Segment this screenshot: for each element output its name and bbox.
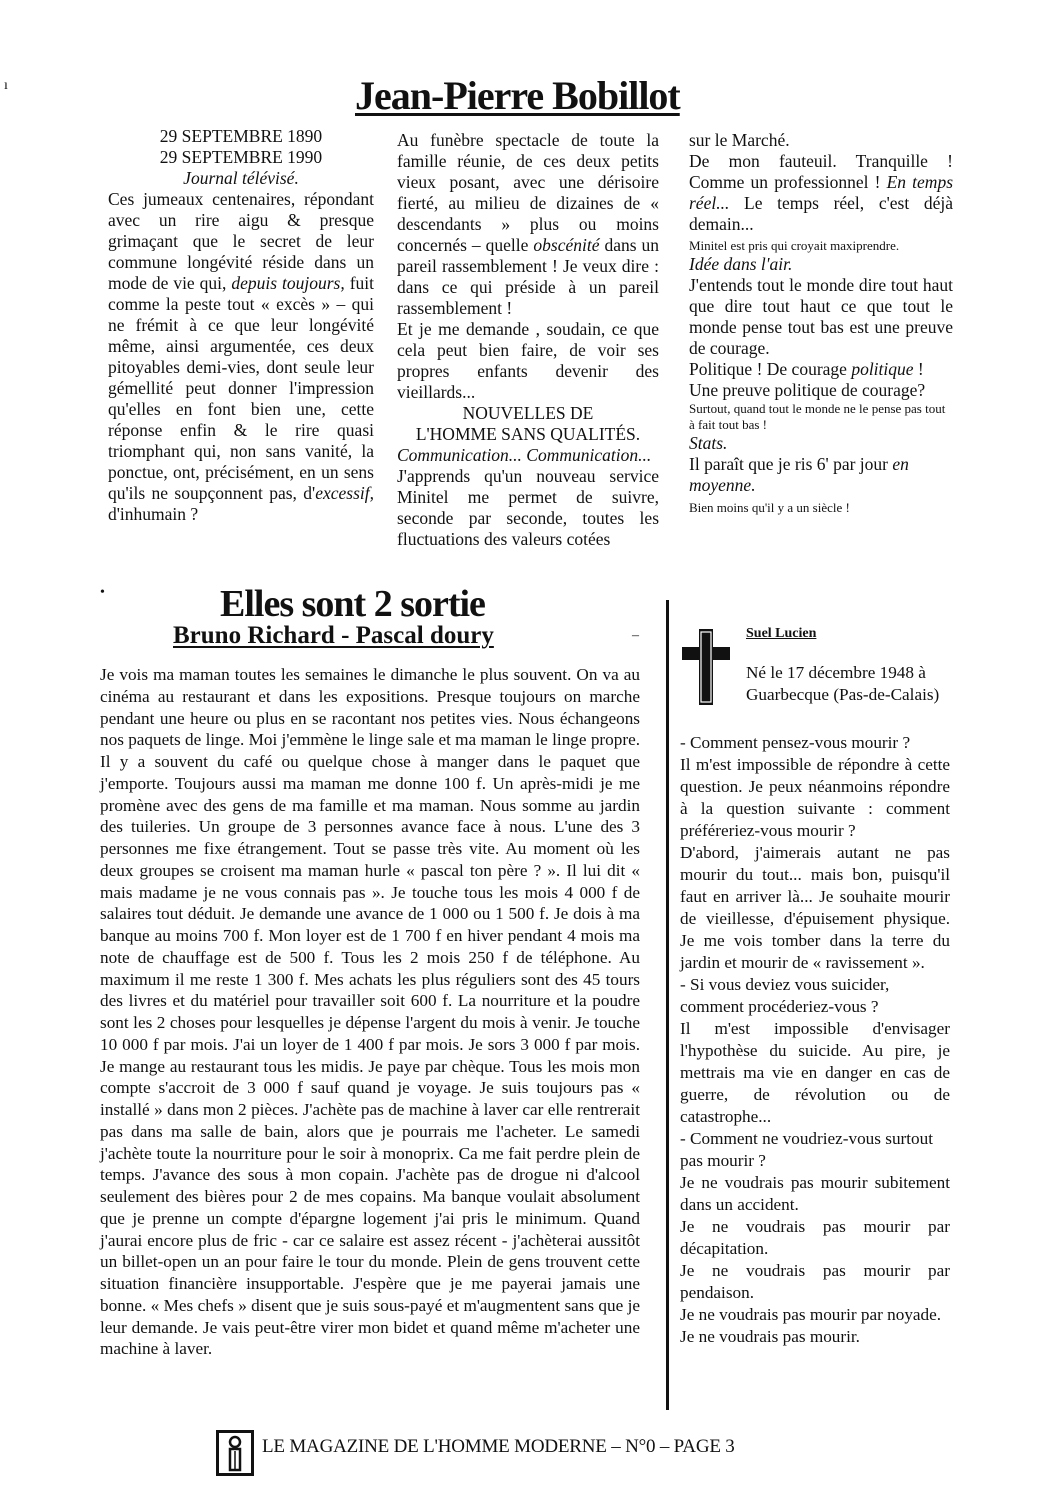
paragraph: Une preuve politique de courage? xyxy=(689,380,926,400)
section-subhead: Journal télévisé. xyxy=(183,168,299,188)
paragraph: J'entends tout le monde dire tout haut que dire tout haut ce que tout le monde pense tout bas est une preuve de courage. xyxy=(689,275,953,358)
article-column-3 xyxy=(689,130,953,516)
article-column-1 xyxy=(108,126,374,525)
interview-answer: Il m'est impossible d'envisager l'hypothèse du suicide. Au pire, je mettrais ma vie en danger en cas de guerre, de révolution ou de catastrophe... xyxy=(680,1019,950,1126)
section-heading: L'HOMME SANS QUALITÉS. xyxy=(415,424,641,444)
interview-question: - Si vous deviez vous suicider, comment procéderiez-vous ? xyxy=(680,975,890,1016)
magazine-logo-icon xyxy=(216,1430,254,1476)
section-subhead: Communication... Communication... xyxy=(397,445,652,465)
interview-answer: Je ne voudrais pas mourir. xyxy=(680,1327,860,1346)
date-line: 29 SEPTEMBRE 1890 xyxy=(159,126,323,146)
interview-answer: Je ne voudrais pas mourir subitement dans un accident. xyxy=(680,1173,950,1214)
interview-answer: Je ne voudrais pas mourir par décapitation. xyxy=(680,1217,950,1258)
scan-mark: – xyxy=(632,628,639,643)
paragraph: Il paraît que je ris 6' par jour en moyenne. xyxy=(689,454,909,495)
article-body: Je vois ma maman toutes les semaines le dimanche le plus souvent. On va au cinéma au restaurant et dans les expositions. Presque toujours on marche pendant une heure ou plus en se racontant nos petites vies. Nous échangeons nos paquets de linge. Moi j'emmène le linge sale et ma maman le linge propre. Il y a souvent du café ou quelque chose à manger dans le paquet que j'emporte. Toujours aussi ma maman me donne 100 f. Un après-midi je me promène avec des gens de ma famille et ma maman. Nous somme au jardin des tuileries. Un groupe de 3 personnes avance face à nous. L'une des 3 personnes me fixe étrangement. Tout se passe très vite. Au moment où les deux groupes se croisent ma maman hurle « pascal ton père ? ». Il lui dit « mais madame je ne vous connais pas ». Je touche tous les mois 4 000 f de salaires tout déduit. Je demande une avance de 1 000 ou 1 500 f. Je dois à ma banque au moins 700 f. Mon loyer est de 1 700 f en hiver pendant 4 mois ma note de chauffage est de 500 f. Tous les 2 mois 250 f de téléphone. Au maximum il me reste 1 300 f. Mes achats les plus réguliers sont des 45 tours des livres et du matériel pour travailler soit 600 f. La nourriture et la poudre sont les 2 choses pour lesquelles je dépense l'argent du mois à venir. Je touche 10 000 f par mois. J'ai un loyer de 1 400 f par mois. Je sors 3 000 f par mois. Je mange au restaurant tous les midis. Je paye par chèque. Tous les mois mon compte s'accroit de 3 000 f sauf quand je voyage. Je suis toujours pas « installé » dans mon 2 pièces. J'achète pas de machine à laver car elle rentrerait pas dans ma salle de bain, alors que je pourrais me l'acheter. Le samedi j'achète toute la nourriture pour le soir à monoprix. Ca me fait perdre plein de temps. J'avance des sous à mon copain. J'achète pas de drogue ni d'alcool seulement des bières pour 2 de mes copains. Ma banque voulait absolument que je prenne un compte d'épargne logement j'ai pris le minimum. Quand j'aurai encore plus de fric - car ce salaire est assez récent - j'achèterai aussitôt un billet-open un an pour faire le tour du monde. Plein de gens trouvent cette situation financière insupportable. J'espère que je me payerai jamais une bonne. « Mes chefs » disent que je suis sous-payé et m'augmentent sans que je leur demande. Je vais peut-être virer mon bidet et quand même m'acheter une machine à laver. xyxy=(100,665,640,1359)
paragraph: Politique ! De courage politique ! xyxy=(689,359,924,379)
column-divider xyxy=(666,600,669,1410)
article-subtitle: Bruno Richard - Pascal doury xyxy=(173,622,494,649)
scan-mark: ı xyxy=(4,78,8,93)
paragraph: De mon fauteuil. Tranquille ! Comme un professionnel ! En temps réel... Le temps réel, c'est déjà demain... xyxy=(689,151,953,234)
interview-question: - Comment ne voudriez-vous surtout pas mourir ? xyxy=(680,1129,933,1170)
interviewee-name: Suel Lucien xyxy=(746,626,817,641)
section-subhead: Stats. xyxy=(689,433,728,453)
interview-answer: Je ne voudrais pas mourir par noyade. xyxy=(680,1305,942,1324)
section-heading: NOUVELLES DE xyxy=(462,403,594,423)
article-column-2 xyxy=(397,130,659,550)
paragraph: Ces jumeaux centenaires, répondant avec un rire aigu & presque grimaçant que le secret de leur commune longévité réside dans un mode de vie qui, depuis toujours, fuit comme la peste tout « excès » – qui ne frémit à ce que leur longévité même, ainsi argumentée, ces deux pitoyables demi-vies, dont seule leur gémellité peut donner l'impression qu'elles en font bien une, cette réponse enfin & le rire quasi triomphant qui, non sans vanité, la ponctue, ont, précisément, en un sens qu'ils ne soupçonnent pas, d'excessif, d'inhumain ? xyxy=(108,189,375,524)
paragraph: J'apprends qu'un nouveau service Minitel me permet de suivre, seconde par seconde, toutes les fluctuations des valeurs cotées xyxy=(397,466,659,549)
cross-icon xyxy=(680,627,732,707)
interview-answer: Il m'est impossible de répondre à cette question. Je peux néanmoins répondre à la question suivante : comment préféreriez-vous mourir ? xyxy=(680,755,950,840)
footer-text: LE MAGAZINE DE L'HOMME MODERNE – N°0 – PAGE 3 xyxy=(262,1436,735,1457)
section-subhead: Idée dans l'air. xyxy=(689,254,793,274)
interview-answer: D'abord, j'aimerais autant ne pas mourir du tout... mais bon, puisqu'il faut en arriver là... Je souhaite mourir de vieillesse, d'épuisement physique. Je me vois tomber dans la terre du jardin et mourir de « ravissement ». xyxy=(680,843,950,972)
small-note: Bien moins qu'il y a un siècle ! xyxy=(689,500,850,515)
paragraph: Au funèbre spectacle de toute la famille réunie, de ces deux petits vieux posant, avec une dérisoire fierté, au milieu de dizaines de « descendants » plus ou moins concernés – quelle obscénité dans un pareil rassemblement ! Je veux dire : dans ce qui préside à un pareil rassemblement ! xyxy=(397,130,660,318)
interviewee-intro: Né le 17 décembre 1948 à Guarbecque (Pas-de-Calais) xyxy=(746,663,940,704)
small-note: Surtout, quand tout le monde ne le pense pas tout à fait tout bas ! xyxy=(689,401,946,432)
interview-answer: Je ne voudrais pas mourir par pendaison. xyxy=(680,1261,950,1302)
paragraph: sur le Marché. xyxy=(689,130,790,150)
article-title: Jean-Pierre Bobillot xyxy=(355,73,680,118)
small-note: Minitel est pris qui croyait maxiprendre. xyxy=(689,238,900,253)
scan-mark: • xyxy=(100,585,105,600)
article-title: Elles sont 2 sortie xyxy=(220,583,485,625)
date-line: 29 SEPTEMBRE 1990 xyxy=(159,147,323,167)
interview-question: - Comment pensez-vous mourir ? xyxy=(680,733,911,752)
interview-text xyxy=(680,732,950,1348)
paragraph: Et je me demande , soudain, ce que cela peut bien faire, de voir ses propres enfants devenir des vieillards... xyxy=(397,319,659,402)
